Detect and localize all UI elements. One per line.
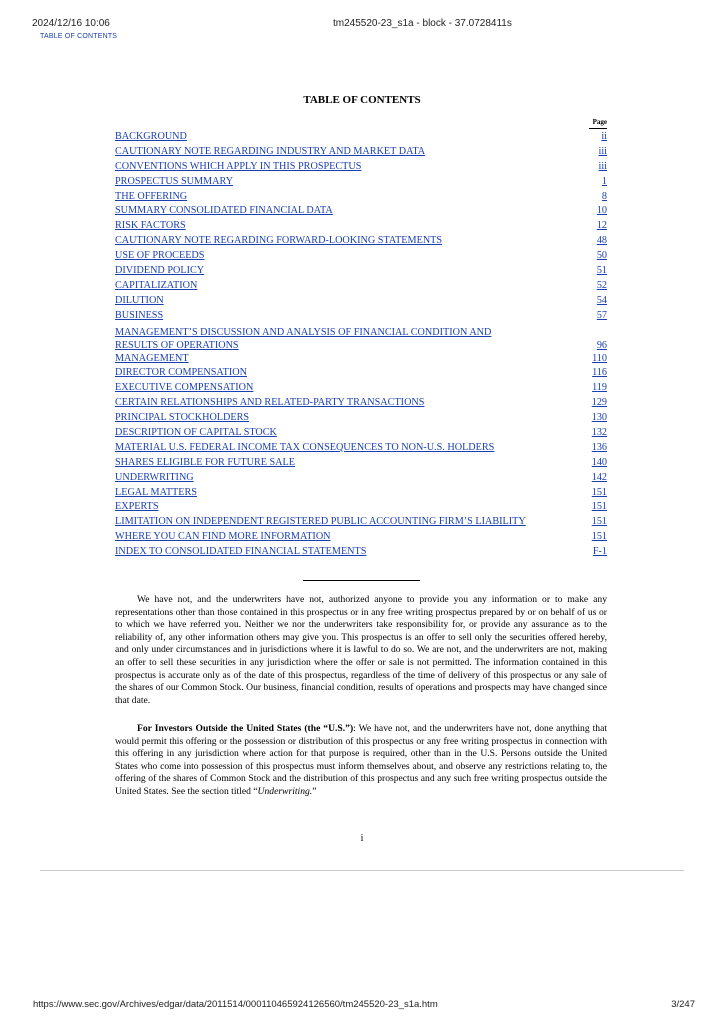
paragraph-body: : We have not, and the underwriters have not, done anything that would permit this offering or the possession or distribution of this prospectus or any free writing prospectus in connection with this offering in any jurisdiction where action for that purpose is required, other than in the U.S. Persons outside the United States who come into possession of this prospectus must inform themselves about, and observe any restrictions relating to, the offering of the shares of Common Stock and the distribution of this prospectus and any such free writing prospectus outside the United States. See the section titled “ <box>115 723 607 797</box>
toc-page-link[interactable]: 96 <box>596 339 607 351</box>
toc-row <box>115 441 607 456</box>
toc-page-link[interactable]: 129 <box>591 397 607 409</box>
toc-entry-link[interactable]: PRINCIPAL STOCKHOLDERS <box>115 412 250 424</box>
toc-row <box>115 204 607 219</box>
disclaimer-paragraph: We have not, and the underwriters have not, authorized anyone to provide you any information or to make any representations other than those contained in this prospectus or in any free writing prospectus prepared by or on behalf of us or to which we have referred you. Neither we nor the underwriters take responsibility for, or provide any assurance as to the reliability of, any other information others may give you. This prospectus is an offer to sell only the securities offered hereby, and only under circumstances and in jurisdictions where it is lawful to do so. We are not, and the underwriters are not, making an offer to sell these securities in any jurisdiction where the offer or sale is not permitted. The information contained in this prospectus is accurate only as of the date of this prospectus, regardless of the time of delivery of this prospectus or any sale of the shares of our Common Stock. Our business, financial condition, results of operations and prospects may have changed since that date. <box>115 594 607 706</box>
page-header-rule <box>589 128 607 129</box>
toc-entry-link[interactable]: SHARES ELIGIBLE FOR FUTURE SALE <box>115 456 295 468</box>
toc-row <box>115 130 607 145</box>
toc-page-link[interactable]: 8 <box>601 190 607 202</box>
page-bottom-rule <box>40 870 684 871</box>
toc-page-link[interactable]: 151 <box>591 531 607 543</box>
underwriting-reference: Underwriting. <box>257 785 313 797</box>
toc-entry-link[interactable]: LEGAL MATTERS <box>115 486 197 498</box>
toc-entry-link[interactable]: MATERIAL U.S. FEDERAL INCOME TAX CONSEQUENCES TO NON-U.S. HOLDERS <box>115 441 495 453</box>
toc-row <box>115 530 607 545</box>
toc-row <box>115 145 607 160</box>
toc-row <box>115 309 607 324</box>
toc-page-link[interactable]: iii <box>598 160 607 172</box>
toc-entry-link[interactable]: DILUTION <box>115 294 164 306</box>
toc-entry-link[interactable]: DIRECTOR COMPENSATION <box>115 367 247 379</box>
print-url: https://www.sec.gov/Archives/edgar/data/2011514/000110465924126560/tm245520-23_s1a.htm <box>33 999 438 1010</box>
page-column-header: Page <box>592 118 607 126</box>
toc-page-link[interactable]: 119 <box>592 382 607 394</box>
toc-row <box>115 545 607 560</box>
toc-page-link[interactable]: 57 <box>596 309 607 321</box>
toc-page-link[interactable]: 48 <box>596 235 607 247</box>
section-separator <box>303 580 420 581</box>
toc-row <box>115 396 607 411</box>
toc-row <box>115 160 607 175</box>
toc-row <box>115 294 607 309</box>
toc-row <box>115 471 607 486</box>
toc-page-link[interactable]: 110 <box>592 352 607 364</box>
investors-outside-us-paragraph <box>115 723 607 799</box>
page-number: i <box>360 833 364 844</box>
toc-entry-link[interactable]: WHERE YOU CAN FIND MORE INFORMATION <box>115 531 331 543</box>
toc-row <box>115 456 607 471</box>
toc-page-link[interactable]: 132 <box>591 427 607 439</box>
toc-page-link[interactable]: F-1 <box>592 546 607 558</box>
toc-entry-link[interactable]: LIMITATION ON INDEPENDENT REGISTERED PUBLIC ACCOUNTING FIRM’S LIABILITY <box>115 516 526 528</box>
toc-row <box>115 411 607 426</box>
toc-row <box>115 264 607 279</box>
toc-entry-link[interactable]: INDEX TO CONSOLIDATED FINANCIAL STATEMENTS <box>115 546 367 558</box>
toc-page-link[interactable]: 10 <box>596 205 607 217</box>
toc-entry-link[interactable]: SUMMARY CONSOLIDATED FINANCIAL DATA <box>115 205 333 217</box>
toc-page-link[interactable]: 50 <box>596 250 607 262</box>
toc-entry-link[interactable]: BACKGROUND <box>115 130 187 142</box>
toc-page-link[interactable]: 54 <box>596 294 607 306</box>
toc-page-link[interactable]: 151 <box>591 501 607 513</box>
print-datetime: 2024/12/16 10:06 <box>32 18 110 29</box>
document-title: TABLE OF CONTENTS <box>303 94 421 106</box>
toc-row <box>115 381 607 396</box>
toc-row <box>115 234 607 249</box>
toc-row <box>115 366 607 381</box>
toc-page-link[interactable]: 12 <box>596 220 607 232</box>
toc-entry-link[interactable]: EXECUTIVE COMPENSATION <box>115 382 254 394</box>
toc-row <box>115 219 607 234</box>
toc-entry-link[interactable]: USE OF PROCEEDS <box>115 250 205 262</box>
toc-entry-link[interactable]: EXPERTS <box>115 501 159 513</box>
toc-entry-link[interactable]: CAPITALIZATION <box>115 279 198 291</box>
toc-page-link[interactable]: 52 <box>596 279 607 291</box>
toc-entry-link[interactable]: BUSINESS <box>115 309 164 321</box>
paragraph-lead: For Investors Outside the United States (the “U.S.”) <box>137 723 354 734</box>
paragraph-end: ” <box>312 785 317 797</box>
toc-page-link[interactable]: 130 <box>591 412 607 424</box>
toc-page-link[interactable]: iii <box>598 145 607 157</box>
toc-row <box>115 249 607 264</box>
toc-entry-link[interactable]: DESCRIPTION OF CAPITAL STOCK <box>115 427 277 439</box>
toc-page-link[interactable]: 142 <box>591 471 607 483</box>
toc-row <box>115 190 607 205</box>
toc-row <box>115 324 607 352</box>
toc-list <box>115 130 607 560</box>
toc-page-link[interactable]: 151 <box>591 486 607 498</box>
toc-entry-link[interactable]: THE OFFERING <box>115 190 188 202</box>
toc-page-link[interactable]: 51 <box>596 265 607 276</box>
toc-row <box>115 426 607 441</box>
toc-page-link[interactable]: ii <box>601 130 607 142</box>
toc-row <box>115 279 607 294</box>
toc-page-link[interactable]: 151 <box>591 516 607 528</box>
print-title: tm245520-23_s1a - block - 37.0728411s <box>333 18 512 29</box>
toc-entry-link[interactable]: CAUTIONARY NOTE REGARDING INDUSTRY AND MARKET DATA <box>115 145 426 157</box>
toc-page-link[interactable]: 116 <box>592 367 607 379</box>
print-page-count: 3/247 <box>671 999 695 1010</box>
toc-row <box>115 500 607 515</box>
toc-page-link[interactable]: 1 <box>601 175 607 187</box>
toc-page-link[interactable]: 136 <box>591 441 607 453</box>
toc-entry-link[interactable]: MANAGEMENT’S DISCUSSION AND ANALYSIS OF FINANCIAL CONDITION AND RESULTS OF OPERATIONS <box>115 326 492 351</box>
toc-row <box>115 486 607 501</box>
table-of-contents-link[interactable]: TABLE OF CONTENTS <box>40 33 118 40</box>
toc-entry-link[interactable]: UNDERWRITING <box>115 471 194 483</box>
toc-entry-link[interactable]: CONVENTIONS WHICH APPLY IN THIS PROSPECTUS <box>115 160 362 172</box>
toc-entry-link[interactable]: RISK FACTORS <box>115 220 186 232</box>
toc-entry-link[interactable]: DIVIDEND POLICY <box>115 265 205 276</box>
toc-entry-link[interactable]: PROSPECTUS SUMMARY <box>115 175 234 187</box>
toc-row <box>115 515 607 530</box>
toc-entry-link[interactable]: CAUTIONARY NOTE REGARDING FORWARD-LOOKING STATEMENTS <box>115 235 443 247</box>
toc-row <box>115 175 607 190</box>
toc-entry-link[interactable]: MANAGEMENT <box>115 352 189 364</box>
toc-page-link[interactable]: 140 <box>591 456 607 468</box>
toc-row <box>115 352 607 367</box>
toc-entry-link[interactable]: CERTAIN RELATIONSHIPS AND RELATED-PARTY TRANSACTIONS <box>115 397 425 409</box>
